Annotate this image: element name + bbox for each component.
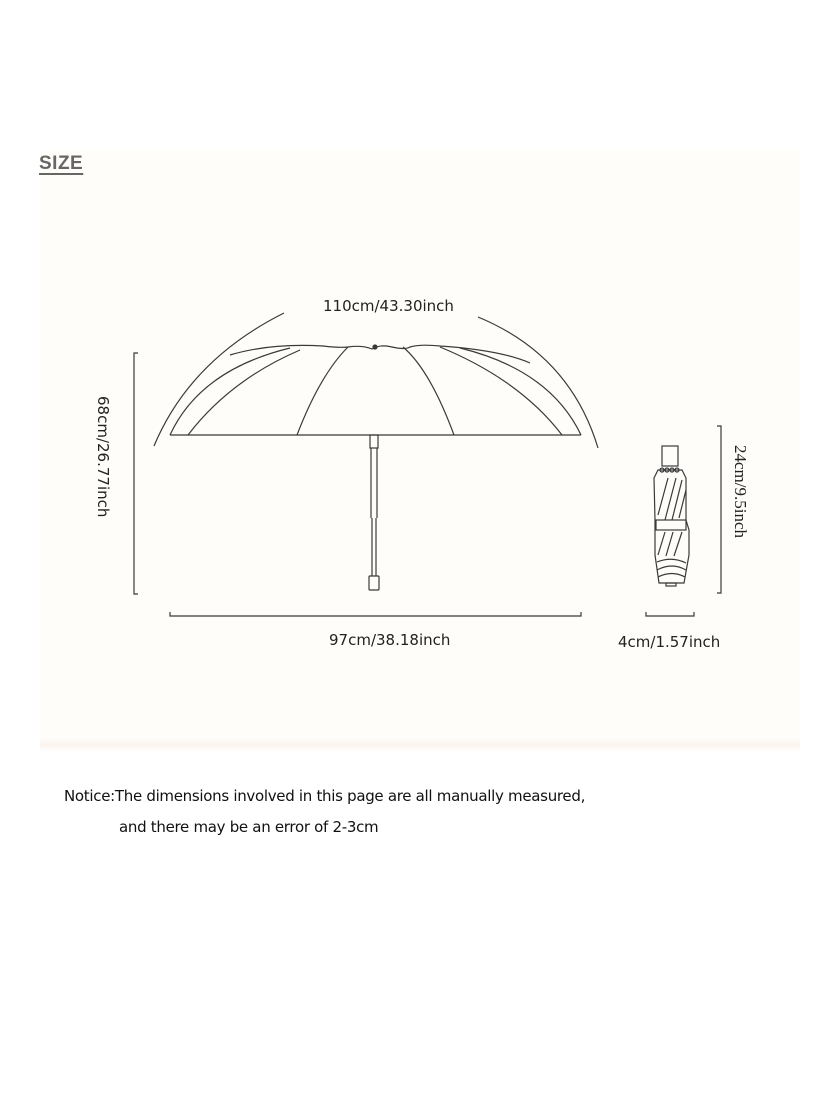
section-title: SIZE	[39, 153, 84, 174]
open-height-label: 68cm/26.77inch	[94, 396, 112, 518]
folded-length-label: 24cm/9.5inch	[731, 445, 750, 539]
arc-dimension-left	[154, 313, 284, 446]
folded-length-bracket	[717, 426, 721, 593]
folded-umbrella-icon	[654, 446, 689, 586]
folded-diameter-bracket	[646, 612, 694, 616]
notice-line-2: and there may be an error of 2-3cm	[119, 818, 379, 836]
notice-line-1: Notice:The dimensions involved in this page are all manually measured,	[64, 787, 586, 805]
open-umbrella-icon	[170, 345, 581, 590]
height-bracket	[134, 353, 138, 594]
open-width-label: 97cm/38.18inch	[329, 631, 451, 649]
width-bracket	[170, 612, 581, 616]
canopy-arc-label: 110cm/43.30inch	[323, 297, 454, 315]
folded-diameter-label: 4cm/1.57inch	[618, 633, 721, 651]
